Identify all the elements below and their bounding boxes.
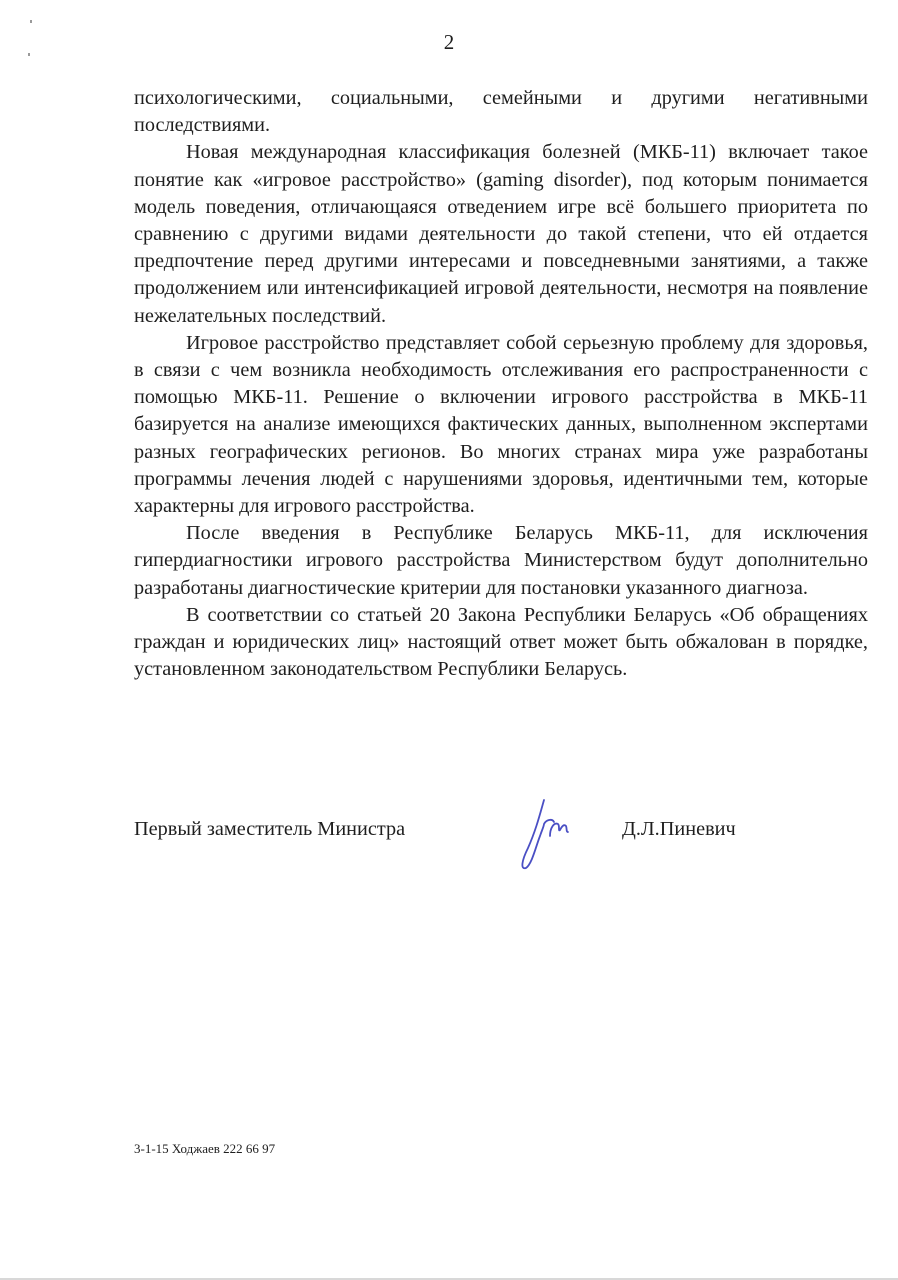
paragraph-icd11-definition: Новая международная классификация болезней (МКБ-11) включает такое понятие как «игровое расстройство» (gaming disorder), под которым понимается модель поведения, отличающаяся отведением игре всё большего приоритета по сравнению с другими видами деятельности до такой степени, что ей отдается предпочтение перед другими интересами и повседневными занятиями, а также продолжением или интенсификацией игровой деятельности, несмотря на появление нежелательных последствий. [134,141,868,327]
executor-note: 3-1-15 Ходжаев 222 66 97 [134,1141,276,1156]
signatory-title: Первый заместитель Министра [134,818,406,840]
letter-body [134,85,868,683]
paragraph-appeal-notice: В соответствии со статьей 20 Закона Республики Беларусь «Об обращениях граждан и юридических лиц» настоящий ответ может быть обжалован в порядке, установленном законодательством Республики Беларусь. [134,603,868,681]
handwritten-signature-icon [510,796,590,876]
paragraph-health-problem: Игровое расстройство представляет собой серьезную проблему для здоровья, в связи с чем возникла необходимость отслеживания его распространенности с помощью МКБ-11. Решение о включении игрового расстройства в МКБ-11 базируется на анализе имеющихся фактических данных, выполненном экспертами разных географических регионов. Во многих странах мира уже разработаны программы лечения людей с нарушениями здоровья, идентичными тем, которые характерны для игрового расстройства. [134,331,868,518]
signature-block [134,814,868,884]
paragraph-continuation: психологическими, социальными, семейными и другими негативными последствиями. [134,87,868,137]
scan-artifact [30,20,32,23]
signatory-name: Д.Л.Пиневич [622,818,736,840]
paragraph-diagnostic-criteria: После введения в Республике Беларусь МКБ-11, для исключения гипердиагностики игрового расстройства Министерством будут дополнительно разработаны диагностические критерии для постановки указанного диагноза. [134,522,868,599]
page-number: 2 [443,30,455,54]
